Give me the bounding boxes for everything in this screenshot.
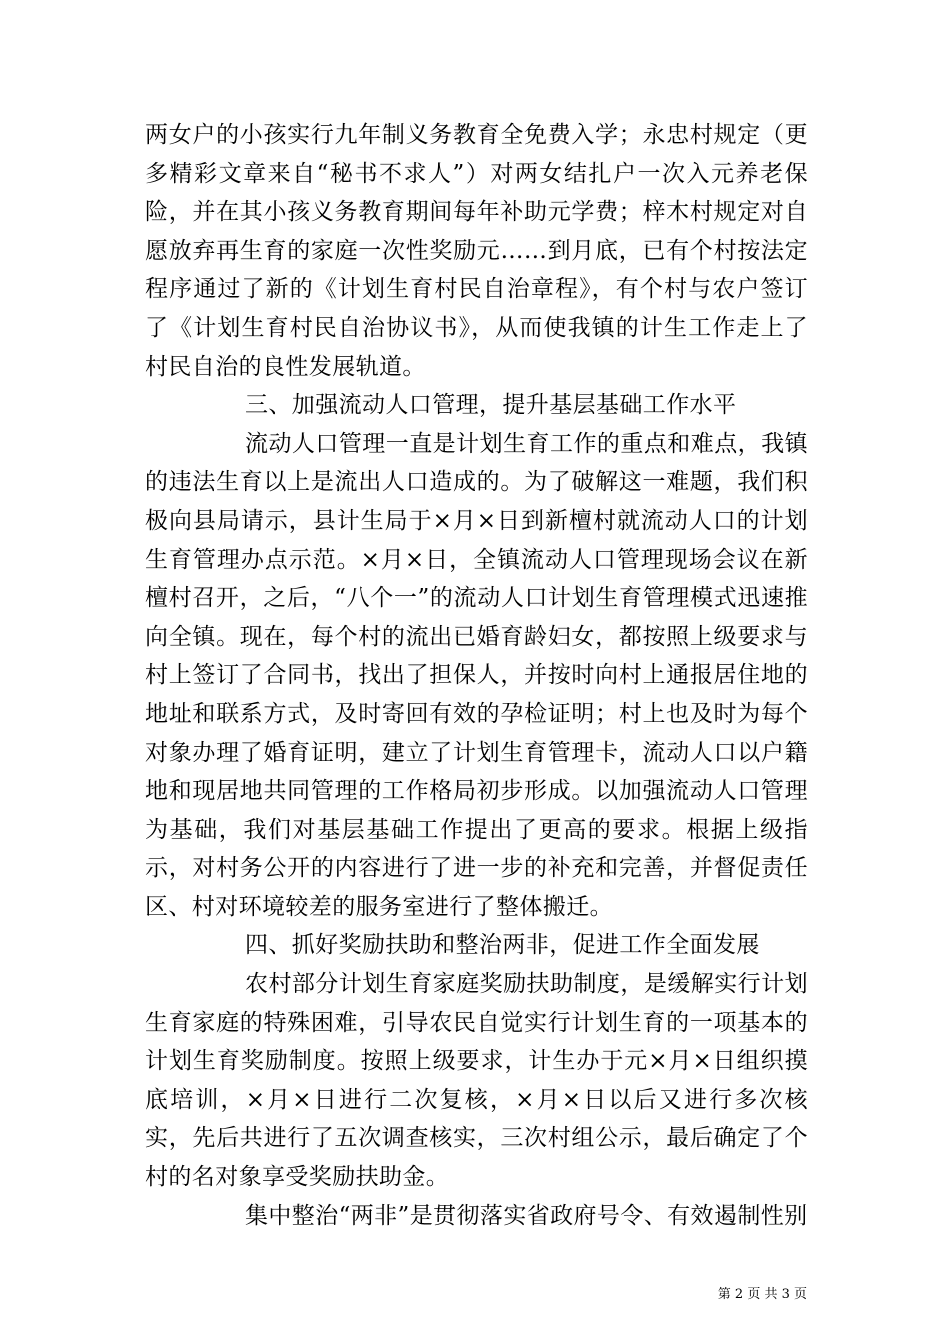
document-body — [145, 116, 808, 1235]
section-heading-reward-assistance: 四、抓好奖励扶助和整治两非，促进工作全面发展 — [245, 932, 760, 959]
paragraph-two-illegals: 集中整治“两非”是贯彻落实省政府号令、有效遏制性别 — [245, 1202, 808, 1229]
section-heading-floating-population: 三、加强流动人口管理，提升基层基础工作水平 — [245, 392, 737, 419]
paragraph-floating-population: 流动人口管理一直是计划生育工作的重点和难点，我镇的违法生育以上是流出人口造成的。为了破解这一难题，我们积极向县局请示，县计生局于×月×日到新檀村就流动人口的计划生育管理办点示范。×月×日，全镇流动人口管理现场会议在新檀村召开，之后，“八个一”的流动人口计划生育管理模式迅速推向全镇。现在，每个村的流出已婚育龄妇女，都按照上级要求与村上签订了合同书，找出了担保人，并按时向村上通报居住地的地址和联系方式，及时寄回有效的孕检证明；村上也及时为每个对象办理了婚育证明，建立了计划生育管理卡，流动人口以户籍地和现居地共同管理的工作格局初步形成。以加强流动人口管理为基础，我们对基层基础工作提出了更高的要求。根据上级指示，对村务公开的内容进行了进一步的补充和完善，并督促责任区、村对环境较差的服务室进行了整体搬迁。 — [145, 430, 808, 920]
paragraph-reward-assistance: 农村部分计划生育家庭奖励扶助制度，是缓解实行计划生育家庭的特殊困难，引导农民自觉实行计划生育的一项基本的计划生育奖励制度。按照上级要求，计生办于元×月×日组织摸底培训，×月×日进行二次复核，×月×日以后又进行多次核实，先后共进行了五次调查核实，三次村组公示，最后确定了个村的名对象享受奖励扶助金。 — [145, 971, 808, 1191]
page-number-footer: 第 2 页 共 3 页 — [717, 1287, 807, 1302]
paragraph-rewards-continued: 两女户的小孩实行九年制义务教育全免费入学；永忠村规定（更多精彩文章来自“秘书不求人”）对两女结扎户一次入元养老保险，并在其小孩义务教育期间每年补助元学费；梓木村规定对自愿放弃再生育的家庭一次性奖励元……到月底，已有个村按法定程序通过了新的《计划生育村民自治章程》，有个村与农户签订了《计划生育村民自治协议书》，从而使我镇的计生工作走上了村民自治的良性发展轨道。 — [145, 122, 808, 380]
